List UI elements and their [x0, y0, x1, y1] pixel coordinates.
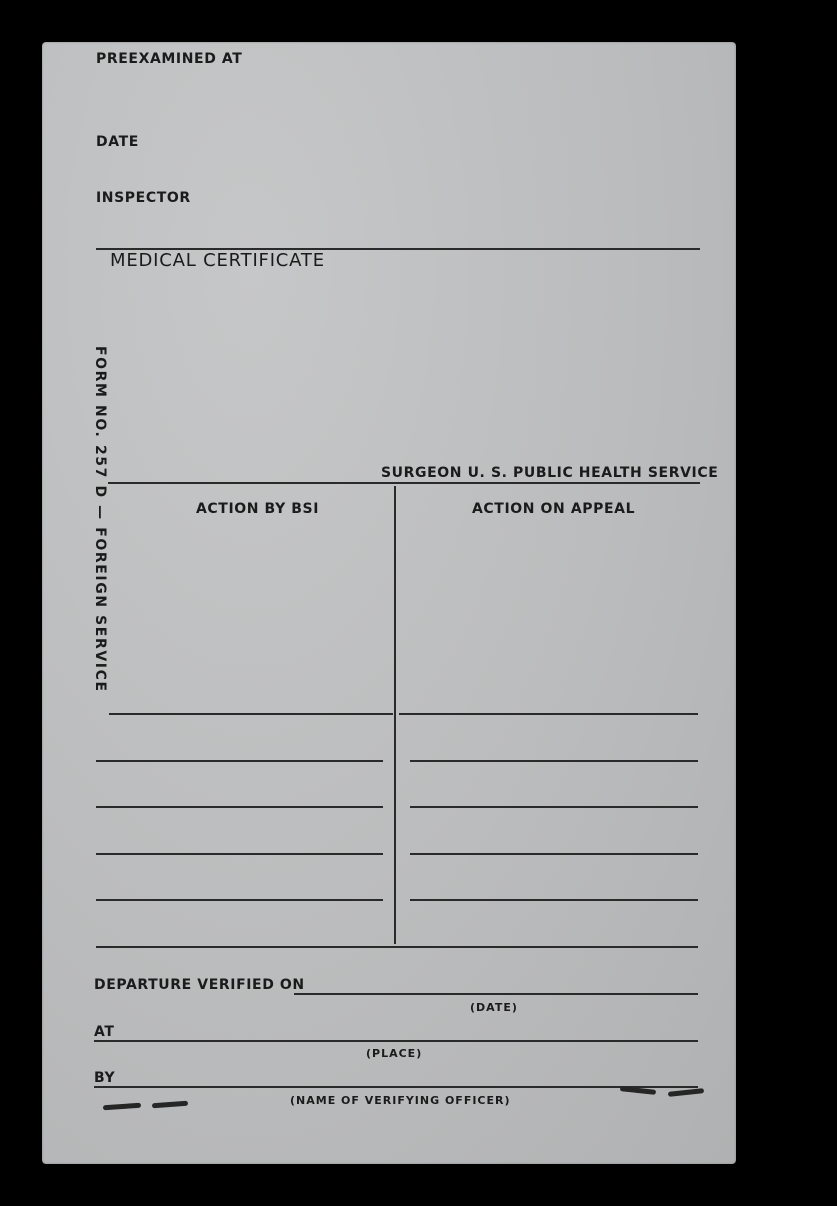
- departure-verified-label: DEPARTURE VERIFIED ON: [94, 977, 305, 993]
- officer-caption: (NAME OF VERIFYING OFFICER): [290, 1094, 511, 1107]
- action-by-bsi-header: ACTION BY BSI: [196, 501, 320, 517]
- form-title: MEDICAL CERTIFICATE: [110, 250, 325, 271]
- date-label: DATE: [96, 134, 139, 150]
- place-line: [94, 1040, 698, 1042]
- at-label: AT: [94, 1024, 115, 1040]
- appeal-line-4: [410, 853, 698, 855]
- bsi-line-5: [96, 899, 383, 901]
- bsi-line-4: [96, 853, 383, 855]
- date-caption: (DATE): [470, 1001, 518, 1014]
- column-divider: [394, 486, 396, 944]
- place-caption: (PLACE): [366, 1047, 423, 1060]
- appeal-line-5: [410, 899, 698, 901]
- inspector-label: INSPECTOR: [96, 190, 191, 206]
- action-on-appeal-header: ACTION ON APPEAL: [472, 501, 636, 517]
- form-number-vertical: FORM NO. 257 D — FOREIGN SERVICE: [92, 346, 108, 693]
- appeal-line-1: [399, 713, 698, 715]
- officer-line: [94, 1086, 698, 1088]
- by-label: BY: [94, 1070, 116, 1086]
- bsi-line-1: [109, 713, 393, 715]
- bsi-line-3: [96, 806, 383, 808]
- surgeon-signature-line: [108, 482, 700, 484]
- actions-bottom-line: [96, 946, 698, 948]
- bsi-line-2: [96, 760, 383, 762]
- surgeon-label: SURGEON U. S. PUBLIC HEALTH SERVICE: [381, 465, 719, 481]
- departure-date-line: [294, 993, 698, 995]
- form-card: [42, 42, 736, 1164]
- preexamined-at-label: PREEXAMINED AT: [96, 51, 243, 67]
- appeal-line-3: [410, 806, 698, 808]
- appeal-line-2: [410, 760, 698, 762]
